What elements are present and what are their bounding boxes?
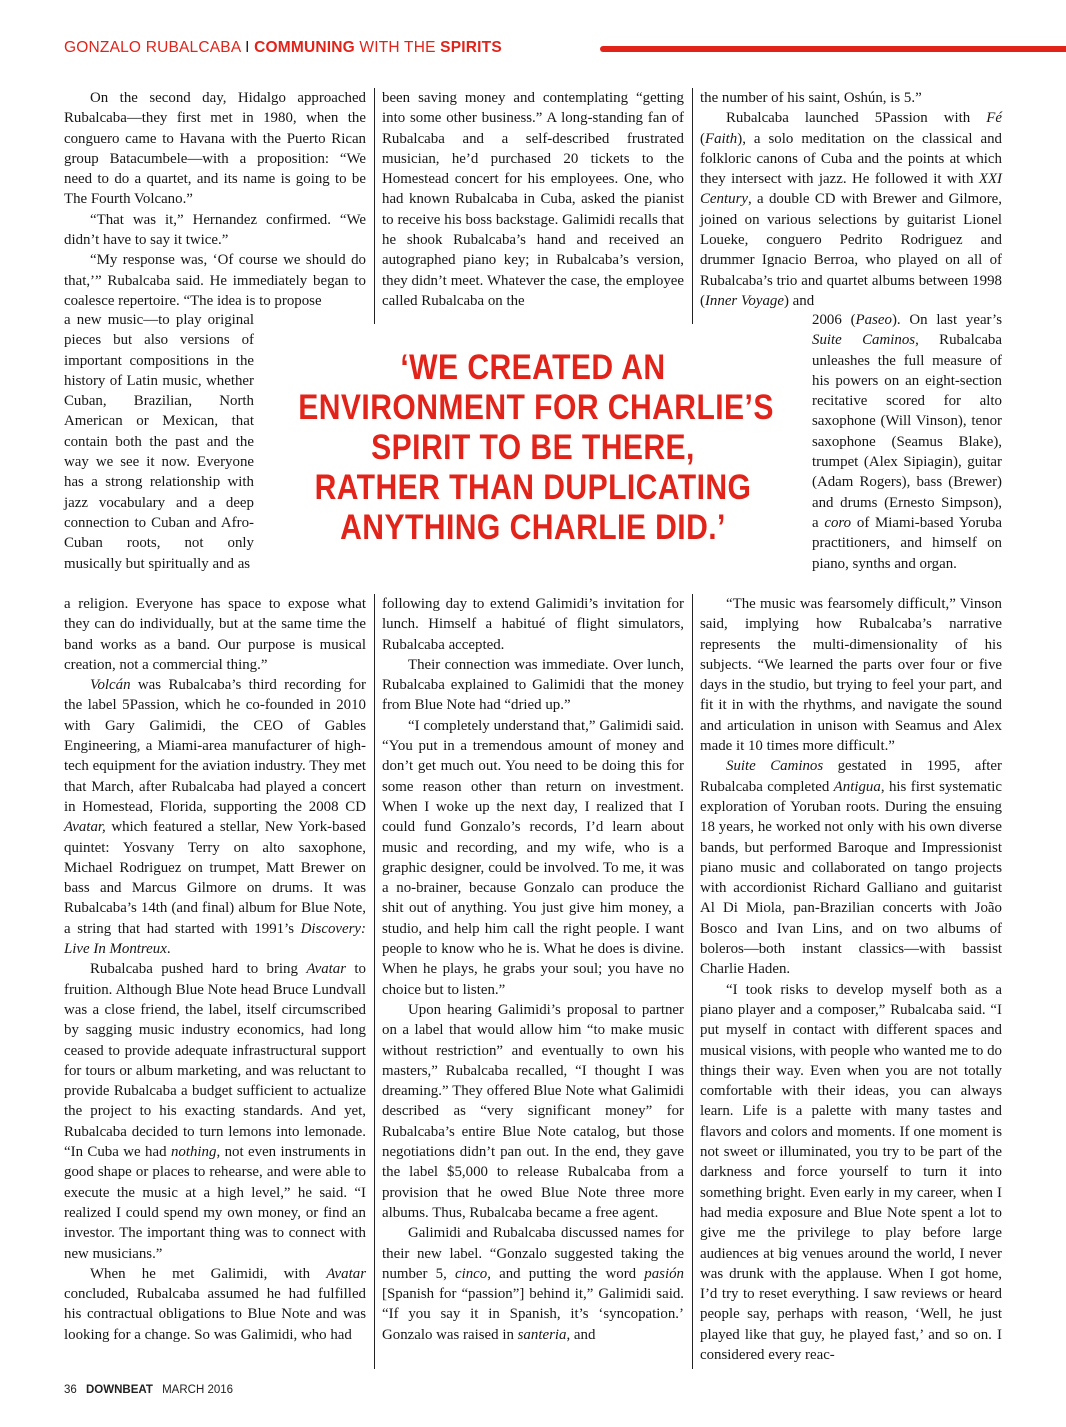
- column-3-top: [700, 88, 1002, 311]
- pull-quote-line: ‘WE CREATED AN: [400, 348, 666, 387]
- paragraph: the number of his saint, Oshún, is 5.”: [700, 90, 922, 106]
- paragraph: “My response was, ‘Of course we should do that,’” Rubalcaba said. He immediately began to coalesce repertoire. “The idea is to propose: [64, 252, 366, 309]
- paragraph: “The music was fearsomely difficult,” Vinson said, implying how Rubalcaba’s narrative represents the multi-dimensionality of his subjects. “We learned the parts over four or five days in the studio, but trying to feel your part, and fit it in with the rhythms, and navigate the sound and articulation in unison with Seamus and Alex made it 10 times more difficult.”: [700, 596, 1002, 755]
- paragraph: Rubalcaba launched 5Passion with Fé (Faith), a solo meditation on the classical and folkloric canons of Cuba and the points at which they intersect with jazz. He followed it with XXI Century, a double CD with Brewer and Gilmore, joined on various selections by guitarist Lionel Loueke, conguero Pedrito Rodriguez and drummer Ignacio Berroa, who played on all of Rubalcaba’s trio and quartet albums between 1998 (Inner Voyage) and: [700, 110, 1002, 309]
- header-rule: [600, 46, 1066, 52]
- header-artist: GONZALO RUBALCABA: [64, 39, 241, 56]
- header-separator: I: [245, 39, 250, 56]
- column-3-wrap: [812, 310, 1002, 574]
- page-number: 36: [64, 1384, 77, 1396]
- paragraph: been saving money and contemplating “getting into some other business.” A long-standing fan of Rubalcaba and a self-described frustrated musician, he’d purchased 20 tickets to the Homestead concert for his employees. One, who had known Rubalcaba in Cuba, asked the pianist to receive his boss backstage. Galimidi recalls that he shook Rubalcaba’s hand and received an autographed piano key; in Rubalcaba’s version, they didn’t meet. Whatever the case, the employee called Rubalcaba on the: [382, 90, 684, 309]
- paragraph: “That was it,” Hernandez confirmed. “We didn’t have to say it twice.”: [64, 211, 366, 249]
- paragraph: Galimidi and Rubalcaba discussed names for their new label. “Gonzalo suggested taking the number 5, cinco, and putting the word pasión [Spanish for “passion”] behind it,” Galimidi said. “If you say it in Spanish, it’s ‘syncopation.’ Gonzalo was raised in santeria, and: [382, 1225, 684, 1343]
- paragraph: a new music—to play original pieces but also versions of important compositions in the history of Latin music, whether Cuban, Brazilian, North American or Mexican, that contain both the past and the way we see it now. Everyone has a strong relationship with jazz vocabulary and a deep connection to Cuban and Afro-Cuban roots, not only musically but spiritually and as: [64, 312, 254, 572]
- paragraph: Their connection was immediate. Over lunch, Rubalcaba explained to Galimidi that the money from Blue Note had “dried up.”: [382, 656, 684, 714]
- magazine-name: DOWNBEAT: [86, 1384, 153, 1396]
- column-1-bottom: [64, 594, 366, 1345]
- pull-quote-line: ANYTHING CHARLIE DID.’: [340, 508, 726, 547]
- paragraph: Suite Caminos gestated in 1995, after Rubalcaba completed Antigua, his first systematic exploration of Yoruban roots. During the ensuing 18 years, he worked not only with his own diverse bands, but performed Baroque and Impressionist piano music and collaborated on tango projects with accordionist Richard Galliano and guitarist Al Di Miola, pan-Brazilian concerts with João Bosco and Ivan Lins, and on two albums of boleros—both instant classics—with bassist Charlie Haden.: [700, 758, 1002, 978]
- paragraph: Volcán was Rubalcaba’s third recording for the label 5Passion, which he co-founded in 2010 with Gary Galimidi, the CEO of Gables Engineering, a Miami-area manufacturer of high-tech equipment for the aviation industry. They met that March, after Rubalcaba had played a concert in Homestead, Florida, supporting the 2008 CD Avatar, which featured a stellar, New York-based quintet: Yosvany Terry on alto saxophone, Michael Rodriguez on trumpet, Matt Brewer on bass and Marcus Gilmore on drums. It was Rubalcaba’s 14th (and final) album for Blue Note, a string that had started with 1991’s Discovery: Live In Montreux.: [64, 677, 366, 958]
- header-title: [64, 38, 502, 58]
- column-rule-3: [374, 594, 375, 1369]
- running-header: [64, 38, 1066, 62]
- column-3-bottom: [700, 594, 1002, 1365]
- column-1-wrap: [64, 310, 254, 574]
- column-rule-2: [692, 88, 693, 324]
- paragraph: When he met Galimidi, with Avatar concluded, Rubalcaba assumed he had fulfilled his contractual obligations to Blue Note and was looking for a change. So was Galimidi, who had: [64, 1265, 366, 1343]
- column-rule-1: [374, 88, 375, 324]
- column-2-bottom: [382, 594, 684, 1345]
- page-footer: [64, 1384, 233, 1396]
- paragraph: following day to extend Galimidi’s invitation for lunch. Himself a habitué of flight simulators, Rubalcaba accepted.: [382, 596, 684, 653]
- paragraph: “I completely understand that,” Galimidi said. “You put in a tremendous amount of money and don’t get much out. You need to be doing this for some reason other than return on investment. When I woke up the next day, I realized that I could fund Gonzalo’s records, I’d learn about music and recording, and my wife, who is a graphic designer, could be involved. To me, it was a no-brainer, because Gonzalo can produce the shit out of anything. You just give him money, a studio, and help him call the right people. I want people to know who he is. What he does is divine. When he plays, he grabs your soul; you have no choice but to listen.”: [382, 717, 684, 998]
- column-1-top: [64, 88, 366, 311]
- column-rule-4: [692, 594, 693, 1369]
- paragraph: a religion. Everyone has space to expose what they can do individually, but at the same time the band works as a band. Our purpose is musical creation, not a commercial thing.”: [64, 596, 366, 673]
- column-2-top: [382, 88, 684, 311]
- header-bold-word: COMMUNING: [254, 39, 355, 56]
- issue-date: MARCH 2016: [162, 1384, 234, 1396]
- paragraph: “I took risks to develop myself both as a piano player and a composer,” Rubalcaba said. “I put myself in contact with different spaces and musical visions, with people who wanted me to do things their way. Even when you are not totally comfortable with their ideas, you can always learn. Life is a palette with many tastes and flavors and colors and moments. If one moment is not sweet or illuminated, you try to be part of the darkness and force yourself to turn it into something bright. Even early in my career, when I had media exposure and Blue Note spent a lot to give me the privilege to play before large audiences at big venues around the world, I never was drunk with the applause. When I got home, I’d try to reset everything. I saw reviews or heard people say, perhaps with reason, ‘Well, he just played like that guy, he played fast,’ and so on. I considered every reac-: [700, 981, 1002, 1363]
- pull-quote-line: RATHER THAN DUPLICATING: [314, 468, 752, 507]
- paragraph: Upon hearing Galimidi’s proposal to partner on a label that would allow him “to make music without restriction” and eventually to own his masters,” Rubalcaba recalled, “I thought I was dreaming.” They offered Blue Note what Galimidi described as “very significant money” for Rubalcaba’s entire Blue Note catalog, but those negotiations didn’t pan out. In the end, they gave the label $5,000 to release Rubalcaba from a provision that he owed Blue Note three more albums. Thus, Rubalcaba became a free agent.: [382, 1001, 684, 1221]
- paragraph: On the second day, Hidalgo approached Rubalcaba—they first met in 1980, when the conguero came to Havana with the Puerto Rican group Batacumbele—with a proposition: “We need to do a quartet, and its name is going to be The Fourth Volcano.”: [64, 90, 366, 208]
- header-mid: WITH THE: [354, 39, 441, 56]
- pull-quote: [298, 348, 774, 548]
- pull-quote-line: ENVIRONMENT FOR CHARLIE’S: [298, 388, 774, 427]
- pull-quote-line: SPIRIT TO BE THERE,: [371, 428, 695, 467]
- paragraph: Rubalcaba pushed hard to bring Avatar to fruition. Although Blue Note head Bruce Lundvall was a close friend, the label, itself circumscribed by sagging music industry economics, had long ceased to provide adequate infrastructural support for tours or album marketing, and was reluctant to provide Rubalcaba a budget sufficient to actualize the project to his exacting standards. And yet, Rubalcaba decided to turn lemons into lemonade. “In Cuba we had nothing, not even instruments in good shape or places to rehearse, and were able to execute the music at a high level,” he said. “I realized I could spend my own money, or find an investor. The important thing was to connect with new musicians.”: [64, 961, 366, 1262]
- header-end-word: SPIRITS: [440, 39, 502, 56]
- paragraph: 2006 (Paseo). On last year’s Suite Caminos, Rubalcaba unleashes the full measure of his powers on an eight-section recitative scored for alto saxophone (Will Vinson), tenor saxophone (Seamus Blake), trumpet (Alex Sipiagin), guitar (Adam Rogers), bass (Brewer) and drums (Ernesto Simpson), a coro of Miami-based Yoruba practitioners, and himself on piano, synths and organ.: [812, 312, 1002, 572]
